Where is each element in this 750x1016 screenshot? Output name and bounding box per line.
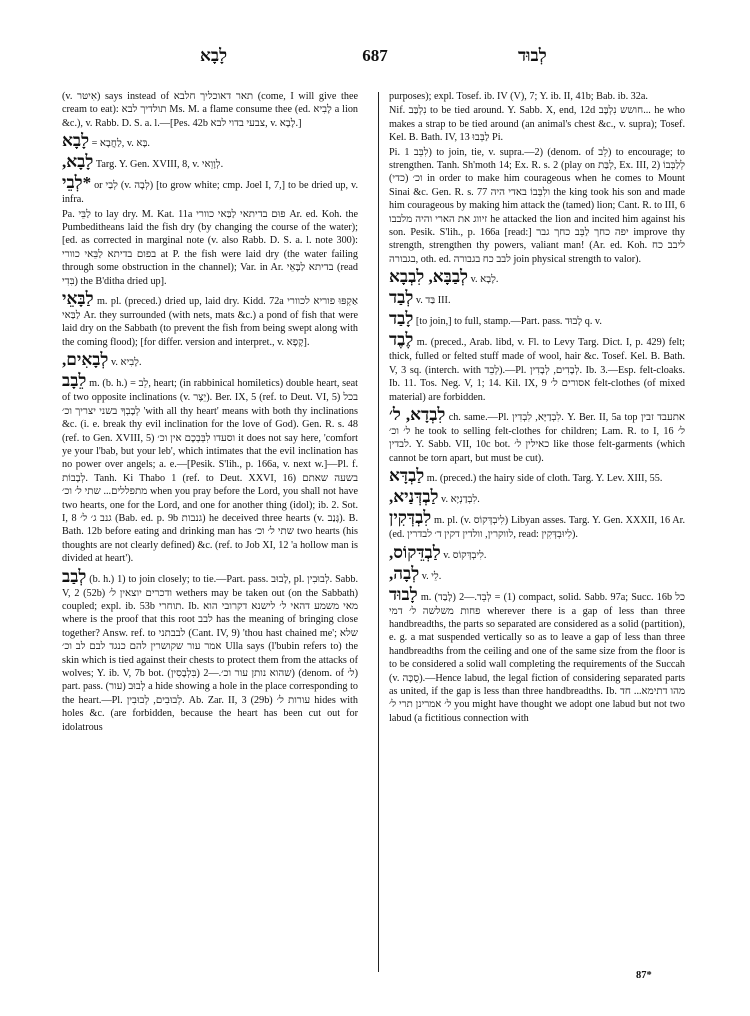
dictionary-entry (62, 289, 358, 349)
left-column (62, 90, 358, 735)
page-header (0, 46, 750, 76)
entry-headword: לְבַבָּא, לִבְבָא (389, 267, 469, 287)
dictionary-entry (62, 567, 358, 734)
dictionary-entry (62, 350, 358, 370)
entry-text: m. pl. (preced.) dried up, laid dry. Kidd. 72a אַקְפּוּ פוריא לכוורי לַבַּאי Ar. they surrounded (with nets, mats &c.) a pond of fish that were laid dry on the Sabbath (to prevent the fish from being swept along with the coming flood); [for differ. version and interpret., v. קָפָא]. (62, 296, 358, 348)
entry-text: (b. h.) 1) to join closely; to tie.—Part. pass. לָבוּב, pl. לְבוּבִין. Sabb. V, 2 (52b) ודכרים יוצאין ל׳ wethers may be taken out (on the Sabbath) coupled; expl. ib. 53b תוחרי. Ib. מאי משמע דהאי ל׳ לישנא דקרובי הוא where is the proof that this root לבב has the meaning of bringing close together? Answ. ref. to לבבתני (Cant. IV, 9) 'thou hast chained me'; שלא אמר עור שקושרין להם כנגד לבם לב וכ׳ Ulla says (l'bubin refers to) the skin which is tied against their chests to protect them from the attacks of wolves; Y. ib. V, 7b bot. (בִּלְבָסִין) שהוא נותן עור וכ׳.—2) (denom. of ל׳) part. pass. לְבוּב (עור) a hide showing a hole in the place corresponding to the heart.—Pl. לְבוּבִים, לְבוּבִין. Ab. Zar. II, 3 (29b) עורות ל׳ hides with holes &c. (are forbidden, because the heart has been cut out for idolatrous (62, 573, 359, 733)
page-number: 687 (362, 46, 388, 65)
entry-text: = לַחֲבָא, v. בָּא. (91, 138, 150, 150)
entry-text: (v. אִיטּר) says instead of תאר דאוכליך חלבא (come, I will give thee cream to eat): תולדיך לבא Ms. M. a flame consume thee (ed. לָבִיא a lion &c.), v. Rabb. D. S. a. l.—[Pes. 42b צבעי בדוי לבא, v. לָבָא.] (62, 91, 359, 129)
entry-text: Targ. Y. Gen. XVIII, 8, v. לְוָוֵאי. (95, 159, 224, 171)
dictionary-entry (62, 208, 358, 288)
entry-headword: לָבוּד (389, 584, 418, 604)
entry-headword: לִבְדְּקִין (389, 508, 432, 528)
entry-text: m. (לָבַד) 1) = לְבֵד.—2) compact, solid. Sabb. 97a; Succ. 16b כל פחות משלשה ל׳ דמי wherever there is a gap of less than three handbreadths, the parts so separated are considered as a solid (partition), e. g. a mat suspended vertically so as to leave a gap of less than three handbreadths from the ceiling and one of the same size from the floor is to be considered a solid wall completing the requirements of the Succah (v. סֻכָּה).—Hence labud, the legal fiction of considering separated parts as united, if the gap is less than three handbreadths. Ib. מהו דתימא... חד ל׳ אמרינן תרי ל׳ you might have thought we adopt one labud but not two labud (a fictitious connection with (389, 591, 686, 724)
entry-text: v. לִבְדַנְיָא. (441, 494, 480, 506)
entry-headword: לַבָּאֵי (62, 289, 94, 309)
entry-headword: לָבָא (62, 131, 90, 151)
entry-text: m. pl. (v. לִיבְדְּקוֹס) Libyan asses. Targ. Y. Gen. XXXII, 16 Ar. (ed. לווקרין, וולדין דקין ד׳ לבדרין, read: לִיוּבְדְּקִין). (389, 515, 685, 541)
entry-text: ch. same.—Pl. לִבְדַיָּא, לִבְדִין. Y. Ber. II, 5a top אתעבד זבין ל׳ וכ׳ he took to selling felt-clothes for children; Lam. R. to I, 16 ל׳ לבדין. Y. Sabb. VII, 10c bot. כאילין ל׳ like those felt-garments (which cannot be torn apart, but must be cut). (389, 411, 686, 464)
dictionary-entry (389, 90, 685, 103)
dictionary-entry (389, 330, 685, 404)
entry-text: Nif. נִלְבַּב to be tied around. Y. Sabb. X, end, 12d חושש נִלְבָּב... he who makes a strap to be tied around (an animal's chest &c., v. supra); Tosef. Kel. B. Bath. IV, 13 לַבְּבוּ Pi. (389, 105, 685, 144)
entry-text: v. לֵי. (421, 570, 442, 582)
signature-mark: 87* (636, 970, 652, 981)
dictionary-entry (62, 152, 358, 172)
right-column (389, 90, 685, 726)
entry-headword: לַבְדְּנַיא, (389, 487, 439, 507)
header-right-word: לְבוּד (518, 46, 547, 65)
entry-text: or לְבַי (v. לְבָה) [to grow white; cmp. Joel I, 7,] to be dried up, v. infra. (62, 180, 359, 206)
entry-text: Pi. לִבֵּב 1) to join, tie, v. supra.—2) (denom. of לֵב) to encourage; to strengthen. Tanh. Sh'moth 14; Ex. R. s. 2 (play on לְבַּת, Ex. III, 2) לְלַבְּבוֹ וכ׳ (כדי) in order to make him courageous when he comes to Mount Sinai &c. Gen. R. s. 77 ולִבְּבוֹ באדי היה the king took his son and made him courageous by making him attack the (tamed) lion; Cant. R. to III, 6 זיווג את הארי והיה מלבבו he attacked the lion and incited him against his son. Pesik. S'lih., p. 166a [read:] יפה כחך לַבֵּב כחך גבר improve thy strength, strengthen thy powers, valiant man! (Ar. ed. Koh. ליבב כח בגבורה, oth. ed. לבב כח בגבורה join physical strength to valor). (389, 146, 686, 265)
dictionary-entry (389, 466, 685, 486)
dictionary-entry (62, 173, 358, 206)
dictionary-entry (62, 90, 358, 130)
entry-headword: לְבָה, (389, 563, 420, 583)
entry-text: [to join,] to full, stamp.—Part. pass. לָבוּד q. v. (415, 316, 602, 328)
dictionary-entry (389, 267, 685, 287)
entry-headword: לִבְדָא, ל׳ (389, 404, 446, 424)
entry-headword: לָבַד (389, 309, 414, 329)
dictionary-entry (62, 131, 358, 151)
dictionary-entry (389, 508, 685, 541)
entry-text: v. לָבִיא. (110, 357, 142, 369)
entry-text: m. (preced.) the hairy side of cloth. Targ. Y. Lev. XIII, 55. (426, 473, 663, 485)
dictionary-entry (389, 309, 685, 329)
entry-text: v. לָבָא. (470, 274, 499, 286)
entry-headword: לְבַב (62, 566, 87, 586)
dictionary-entry (389, 543, 685, 563)
entry-headword: לְבַד (389, 288, 414, 308)
entry-headword: לְבָאִים, (62, 350, 109, 370)
column-divider (378, 92, 379, 972)
header-left-word: לָבָא (200, 46, 228, 65)
dictionary-entry (62, 371, 358, 565)
dictionary-entry (389, 104, 685, 144)
dictionary-entry (389, 564, 685, 584)
dictionary-entry (389, 487, 685, 507)
entry-text: m. (preced., Arab. libd, v. Fl. to Levy Targ. Dict. I, p. 429) felt; thick, fulled or felted stuff made of wool, hair &c. Tosef. Kel. B. Bath. V, 3 sq. (interch. with לְבֵד).—Pl. לְבָדִים, לְבָדִין. Ib. 3.—Esp. felt-cloaks. Ib. 11. Tos. Neg. V, 1; 14. Kil. IX, 9 אסורים ל׳ felt-clothes (of mixed material) are forbidden. (389, 337, 686, 403)
entry-headword: לֵבָב (62, 371, 87, 391)
dictionary-entry (389, 405, 685, 465)
entry-headword: לַבְדָּא (389, 466, 425, 486)
entry-text: v. לִיבְדְּקוֹס. (443, 549, 487, 561)
entry-text: m. (b. h.) = לֵב, heart; (in rabbinical homiletics) double heart, seat of two opposite inclinations (v. יֵצֶר). Ber. IX, 5 (ref. to Deut. VI, 5) בכל לְבָבְךָ בשני יצריך וכ׳ 'with all thy heart' means with both thy inclinations &c. (i. e. break thy evil inclination for the love of God). Gen. R. s. 48 (ref. to Gen. XVIII, 5) וסעדו לִבְּבְכֶם אין וכ׳ it does not say here, 'comfort ye your l'bab, but your leb', which intimates that the evil inclination has no power over angels; a. e.—[Pesik. S'lih., p. 166a, v. next w.]—Pl. f. לְבָבוֹת. Tanh. Ki Thabo 1 (ref. to Deut. XXVI, 16) בשעה שאתם מתפללים... שתי ל׳ וכ׳ when you pray before the Lord, you shall not have two hearts, one for the Lord, and one for another thing (idol); ib. 2. Sot. I, 8 גנב ג׳ ל׳ (Bab. ed. p. 9b גנבות) he deceived three hearts (v. גָּנַב). B. Bath. 12b before eating and drinking man has שתי ל׳ וכ׳ two hearts (his thoughts are not clearly defined) &c. (ref. to Job XI, 12 'a hollow man is divided at heart'). (62, 378, 359, 565)
dictionary-entry (389, 146, 685, 267)
entry-headword: *לְבֵי (62, 173, 92, 193)
entry-text: purposes); expl. Tosef. ib. IV (V), 7; Y. ib. II, 41b; Bab. ib. 32a. (389, 91, 648, 102)
entry-headword: לָבָא, (62, 152, 94, 172)
dictionary-entry (389, 288, 685, 308)
dictionary-entry (389, 585, 685, 726)
entry-text: Pa. לַבֵּי to lay dry. M. Kat. 11a פוּם בדיתאי לַבַּאי כוורי Ar. ed. Koh. the Pumbeditheans laid the fish dry (by changing the course of the water); [ed. as corrected in marginal note (v. also Rabb. D. S. a. l. note 300): בפום בדיתא לַבֵּאי כוורי at P. the fish were laid dry (the water failing through some obstruction in the channel); Var. in Ar. בדיתא לַבָּאֵי (read בִּדִי) the B'ditha dried up]. (62, 208, 359, 287)
entry-headword: לַבְדֵּקוֹס, (389, 542, 441, 562)
entry-text: v. בַּד III. (415, 295, 451, 307)
entry-headword: לֶבֶד (389, 330, 414, 350)
